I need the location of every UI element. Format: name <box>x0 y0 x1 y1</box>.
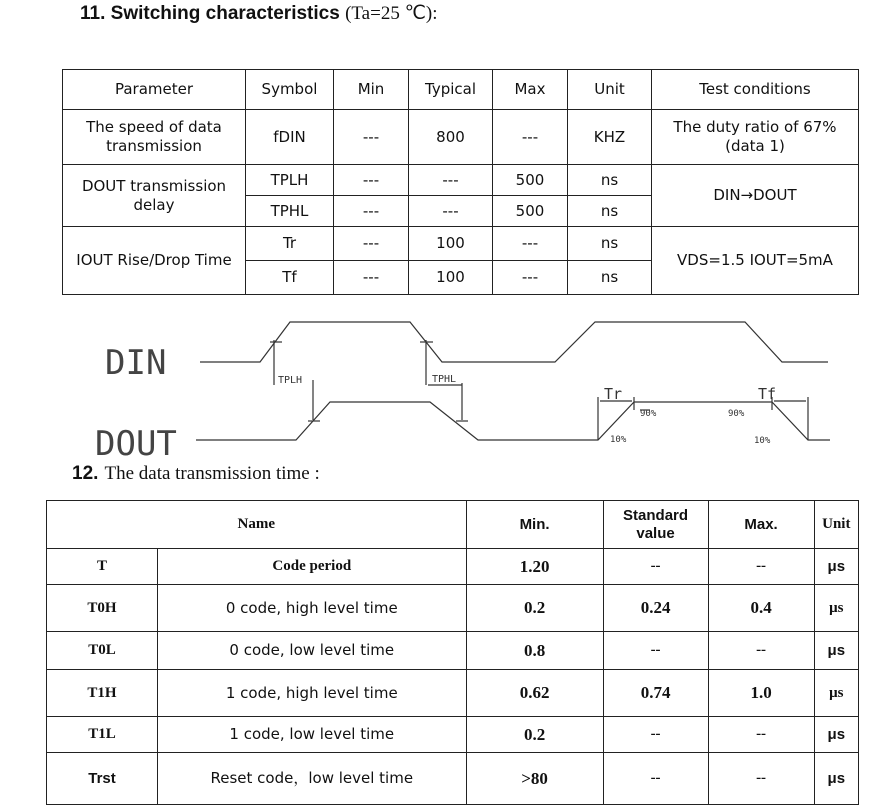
code-cell: T1H <box>47 670 158 717</box>
header-unit: Unit <box>568 70 652 110</box>
unit-cell: μs <box>814 670 858 717</box>
std-cell: -- <box>603 753 708 805</box>
header-max: Max <box>493 70 568 110</box>
din-label: DIN <box>105 343 167 383</box>
header-min: Min <box>334 70 409 110</box>
min-cell: --- <box>334 165 409 196</box>
tplh-label: TPLH <box>278 375 303 386</box>
header-name: Name <box>47 501 467 549</box>
tr-label: Tr <box>604 385 623 403</box>
table-row <box>47 632 859 670</box>
code-cell: T0H <box>47 585 158 632</box>
section-12-number: 12. <box>72 463 99 484</box>
std-cell: 0.74 <box>603 670 708 717</box>
symbol-cell: TPHL <box>246 196 334 227</box>
symbol-cell: Tr <box>246 227 334 261</box>
typical-cell: 100 <box>409 261 493 295</box>
desc-cell: 0 code, low level time <box>158 632 467 670</box>
table-row <box>47 585 859 632</box>
table-row <box>47 717 859 753</box>
max-cell: --- <box>493 110 568 165</box>
max-cell: -- <box>708 753 814 805</box>
min-cell: --- <box>334 110 409 165</box>
min-cell: --- <box>334 261 409 295</box>
max-cell: --- <box>493 227 568 261</box>
unit-cell: ns <box>568 165 652 196</box>
din-waveform <box>200 322 828 362</box>
min-cell: --- <box>334 196 409 227</box>
unit-cell: μs <box>814 753 858 805</box>
unit-cell: μs <box>814 585 858 632</box>
std-cell: -- <box>603 717 708 753</box>
condition-cell: DIN→DOUT <box>652 165 859 227</box>
min-cell: 0.62 <box>466 670 603 717</box>
header-symbol: Symbol <box>246 70 334 110</box>
tf-90-label: 90% <box>728 409 745 419</box>
param-cell: The speed of data transmission <box>63 110 246 165</box>
table-row <box>47 549 859 585</box>
max-cell: -- <box>708 549 814 585</box>
header-unit: Unit <box>814 501 858 549</box>
min-cell: 0.8 <box>466 632 603 670</box>
desc-cell: 1 code, low level time <box>158 717 467 753</box>
min-cell: >80 <box>466 753 603 805</box>
typical-cell: 100 <box>409 227 493 261</box>
unit-cell: μs <box>814 632 858 670</box>
header-standard-value: Standard value <box>603 501 708 549</box>
typical-cell: --- <box>409 196 493 227</box>
section-12-title-text: The data transmission time : <box>104 463 320 484</box>
max-cell: --- <box>493 261 568 295</box>
header-max: Max. <box>708 501 814 549</box>
unit-cell: μs <box>814 717 858 753</box>
tf-10-label: 10% <box>754 436 771 446</box>
min-cell: 1.20 <box>466 549 603 585</box>
unit-cell: ns <box>568 196 652 227</box>
std-cell: -- <box>603 549 708 585</box>
typical-cell: --- <box>409 165 493 196</box>
code-cell: T <box>47 549 158 585</box>
unit-cell: KHZ <box>568 110 652 165</box>
condition-cell: The duty ratio of 67% (data 1) <box>652 110 859 165</box>
section-12-title <box>72 462 320 485</box>
param-cell: IOUT Rise/Drop Time <box>63 227 246 295</box>
desc-cell: 1 code, high level time <box>158 670 467 717</box>
typical-cell: 800 <box>409 110 493 165</box>
section-11-condition: (Ta=25 ℃): <box>345 3 438 24</box>
max-cell: 0.4 <box>708 585 814 632</box>
param-cell: DOUT transmission delay <box>63 165 246 227</box>
std-cell: 0.24 <box>603 585 708 632</box>
unit-cell: ns <box>568 227 652 261</box>
max-cell: 500 <box>493 165 568 196</box>
code-cell: T0L <box>47 632 158 670</box>
header-parameter: Parameter <box>63 70 246 110</box>
header-typical: Typical <box>409 70 493 110</box>
code-cell: Trst <box>47 753 158 805</box>
tr-10-label: 10% <box>610 435 627 445</box>
symbol-cell: fDIN <box>246 110 334 165</box>
unit-cell: ns <box>568 261 652 295</box>
desc-cell: Reset code，low level time <box>158 753 467 805</box>
transmission-time-table <box>46 500 859 805</box>
table-row <box>47 753 859 805</box>
min-cell: 0.2 <box>466 717 603 753</box>
symbol-cell: Tf <box>246 261 334 295</box>
desc-cell: 0 code, high level time <box>158 585 467 632</box>
unit-cell: μs <box>814 549 858 585</box>
tphl-label: TPHL <box>432 374 457 385</box>
section-11-title-text: 11. Switching characteristics <box>80 3 340 24</box>
table-row <box>47 670 859 717</box>
tr-90-label: 90% <box>640 409 657 419</box>
dout-label: DOUT <box>95 424 177 464</box>
header-test-conditions: Test conditions <box>652 70 859 110</box>
min-cell: 0.2 <box>466 585 603 632</box>
std-cell: -- <box>603 632 708 670</box>
min-cell: --- <box>334 227 409 261</box>
max-cell: 500 <box>493 196 568 227</box>
table-header-row <box>47 501 859 549</box>
dout-waveform <box>196 402 830 440</box>
max-cell: -- <box>708 632 814 670</box>
code-cell: T1L <box>47 717 158 753</box>
condition-cell: VDS=1.5 IOUT=5mA <box>652 227 859 295</box>
max-cell: 1.0 <box>708 670 814 717</box>
max-cell: -- <box>708 717 814 753</box>
tf-label: Tf <box>758 385 777 403</box>
header-min: Min. <box>466 501 603 549</box>
desc-cell: Code period <box>158 549 467 585</box>
symbol-cell: TPLH <box>246 165 334 196</box>
